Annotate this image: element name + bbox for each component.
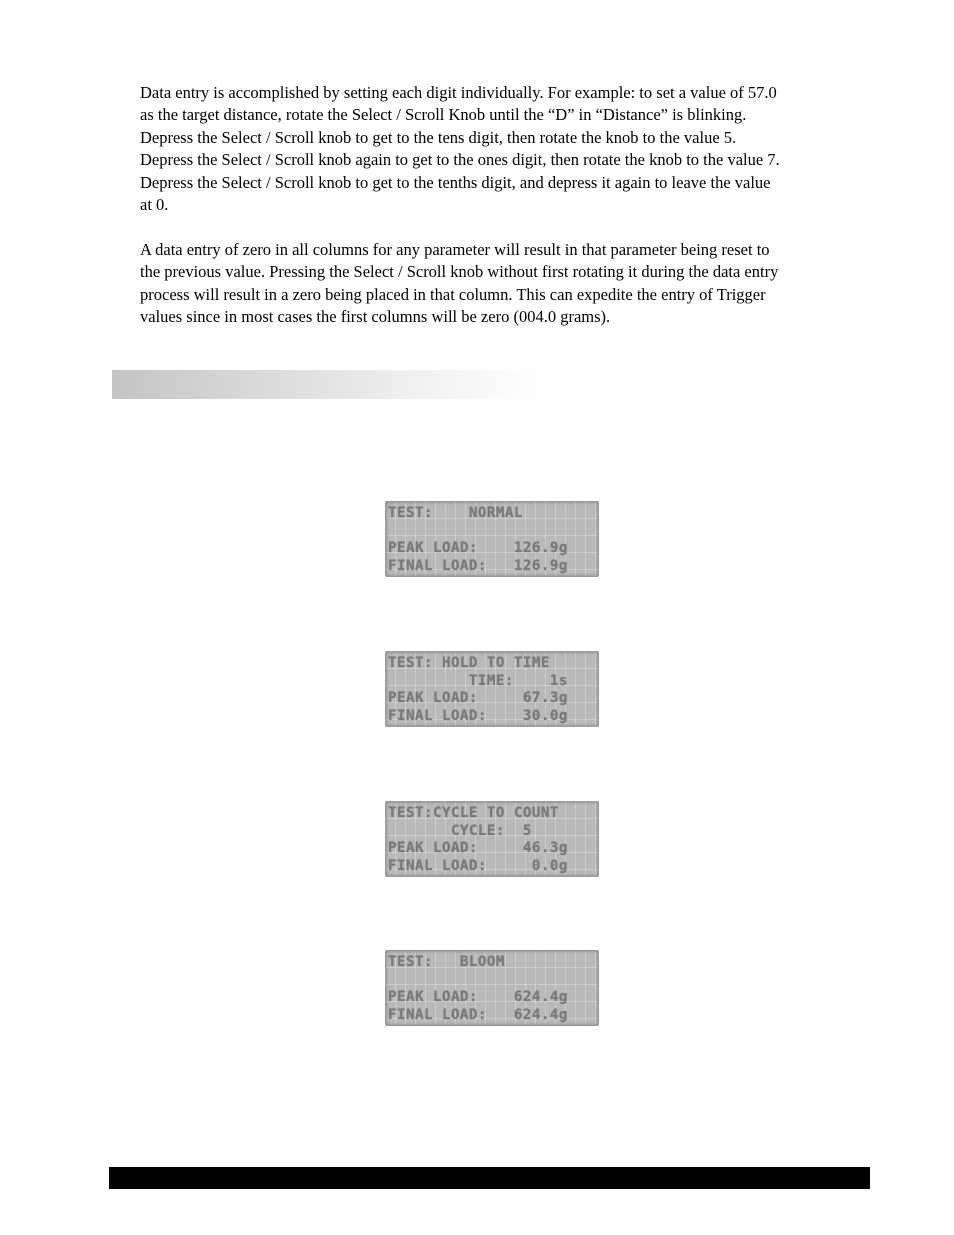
footer-bar: [109, 1167, 870, 1189]
lcd-row: TEST:CYCLE TO COUNT: [388, 805, 559, 821]
paragraph-line: Data entry is accomplished by setting each digit individually. For example: to set a value of 57.0: [140, 83, 777, 102]
lcd-display-normal-test: [385, 501, 599, 577]
lcd-row: TEST: NORMAL: [388, 505, 523, 521]
data-entry-paragraph: [140, 82, 880, 216]
lcd-display-cycle-to-count-test: [385, 801, 599, 877]
paragraph-line: process will result in a zero being placed in that column. This can expedite the entry of Trigger: [140, 284, 766, 304]
lcd-row: FINAL LOAD: 624.4g: [388, 1006, 568, 1023]
zero-entry-paragraph: [140, 239, 880, 329]
paragraph-line: values since in most cases the first columns will be zero (004.0 grams).: [140, 307, 611, 327]
lcd-display-bloom-test: [385, 950, 599, 1026]
lcd-row: TIME: 1s: [388, 672, 568, 689]
lcd-row: FINAL LOAD: 0.0g: [388, 857, 568, 874]
paragraph-line: at 0.: [140, 195, 169, 215]
lcd-row: TEST: HOLD TO TIME: [388, 655, 550, 671]
paragraph-line: as the target distance, rotate the Select / Scroll Knob until the “D” in “Distance” is blinking.: [140, 105, 747, 125]
lcd-row: [388, 972, 598, 990]
paragraph-line: Depress the Select / Scroll knob to get to the tenths digit, and depress it again to leave the value: [140, 172, 771, 192]
paragraph-line: the previous value. Pressing the Select / Scroll knob without first rotating it during the data entry: [140, 262, 779, 282]
lcd-row: PEAK LOAD: 46.3g: [388, 840, 568, 856]
lcd-row: TEST: BLOOM: [388, 954, 505, 970]
section-header-band: [112, 370, 542, 399]
lcd-display-hold-to-time-test: [385, 651, 599, 727]
lcd-row: PEAK LOAD: 624.4g: [388, 989, 568, 1005]
paragraph-line: Depress the Select / Scroll knob again to get to the ones digit, then rotate the knob to the value 7.: [140, 150, 780, 170]
lcd-row: FINAL LOAD: 126.9g: [388, 557, 568, 574]
lcd-row: PEAK LOAD: 67.3g: [388, 690, 568, 706]
paragraph-line: Depress the Select / Scroll knob to get to the tens digit, then rotate the knob to the value 5.: [140, 127, 737, 147]
lcd-row: CYCLE: 5: [388, 822, 532, 839]
paragraph-line: A data entry of zero in all columns for any parameter will result in that parameter being reset to: [140, 240, 770, 259]
lcd-row: PEAK LOAD: 126.9g: [388, 540, 568, 556]
lcd-row: FINAL LOAD: 30.0g: [388, 707, 568, 724]
lcd-row: [388, 523, 598, 541]
